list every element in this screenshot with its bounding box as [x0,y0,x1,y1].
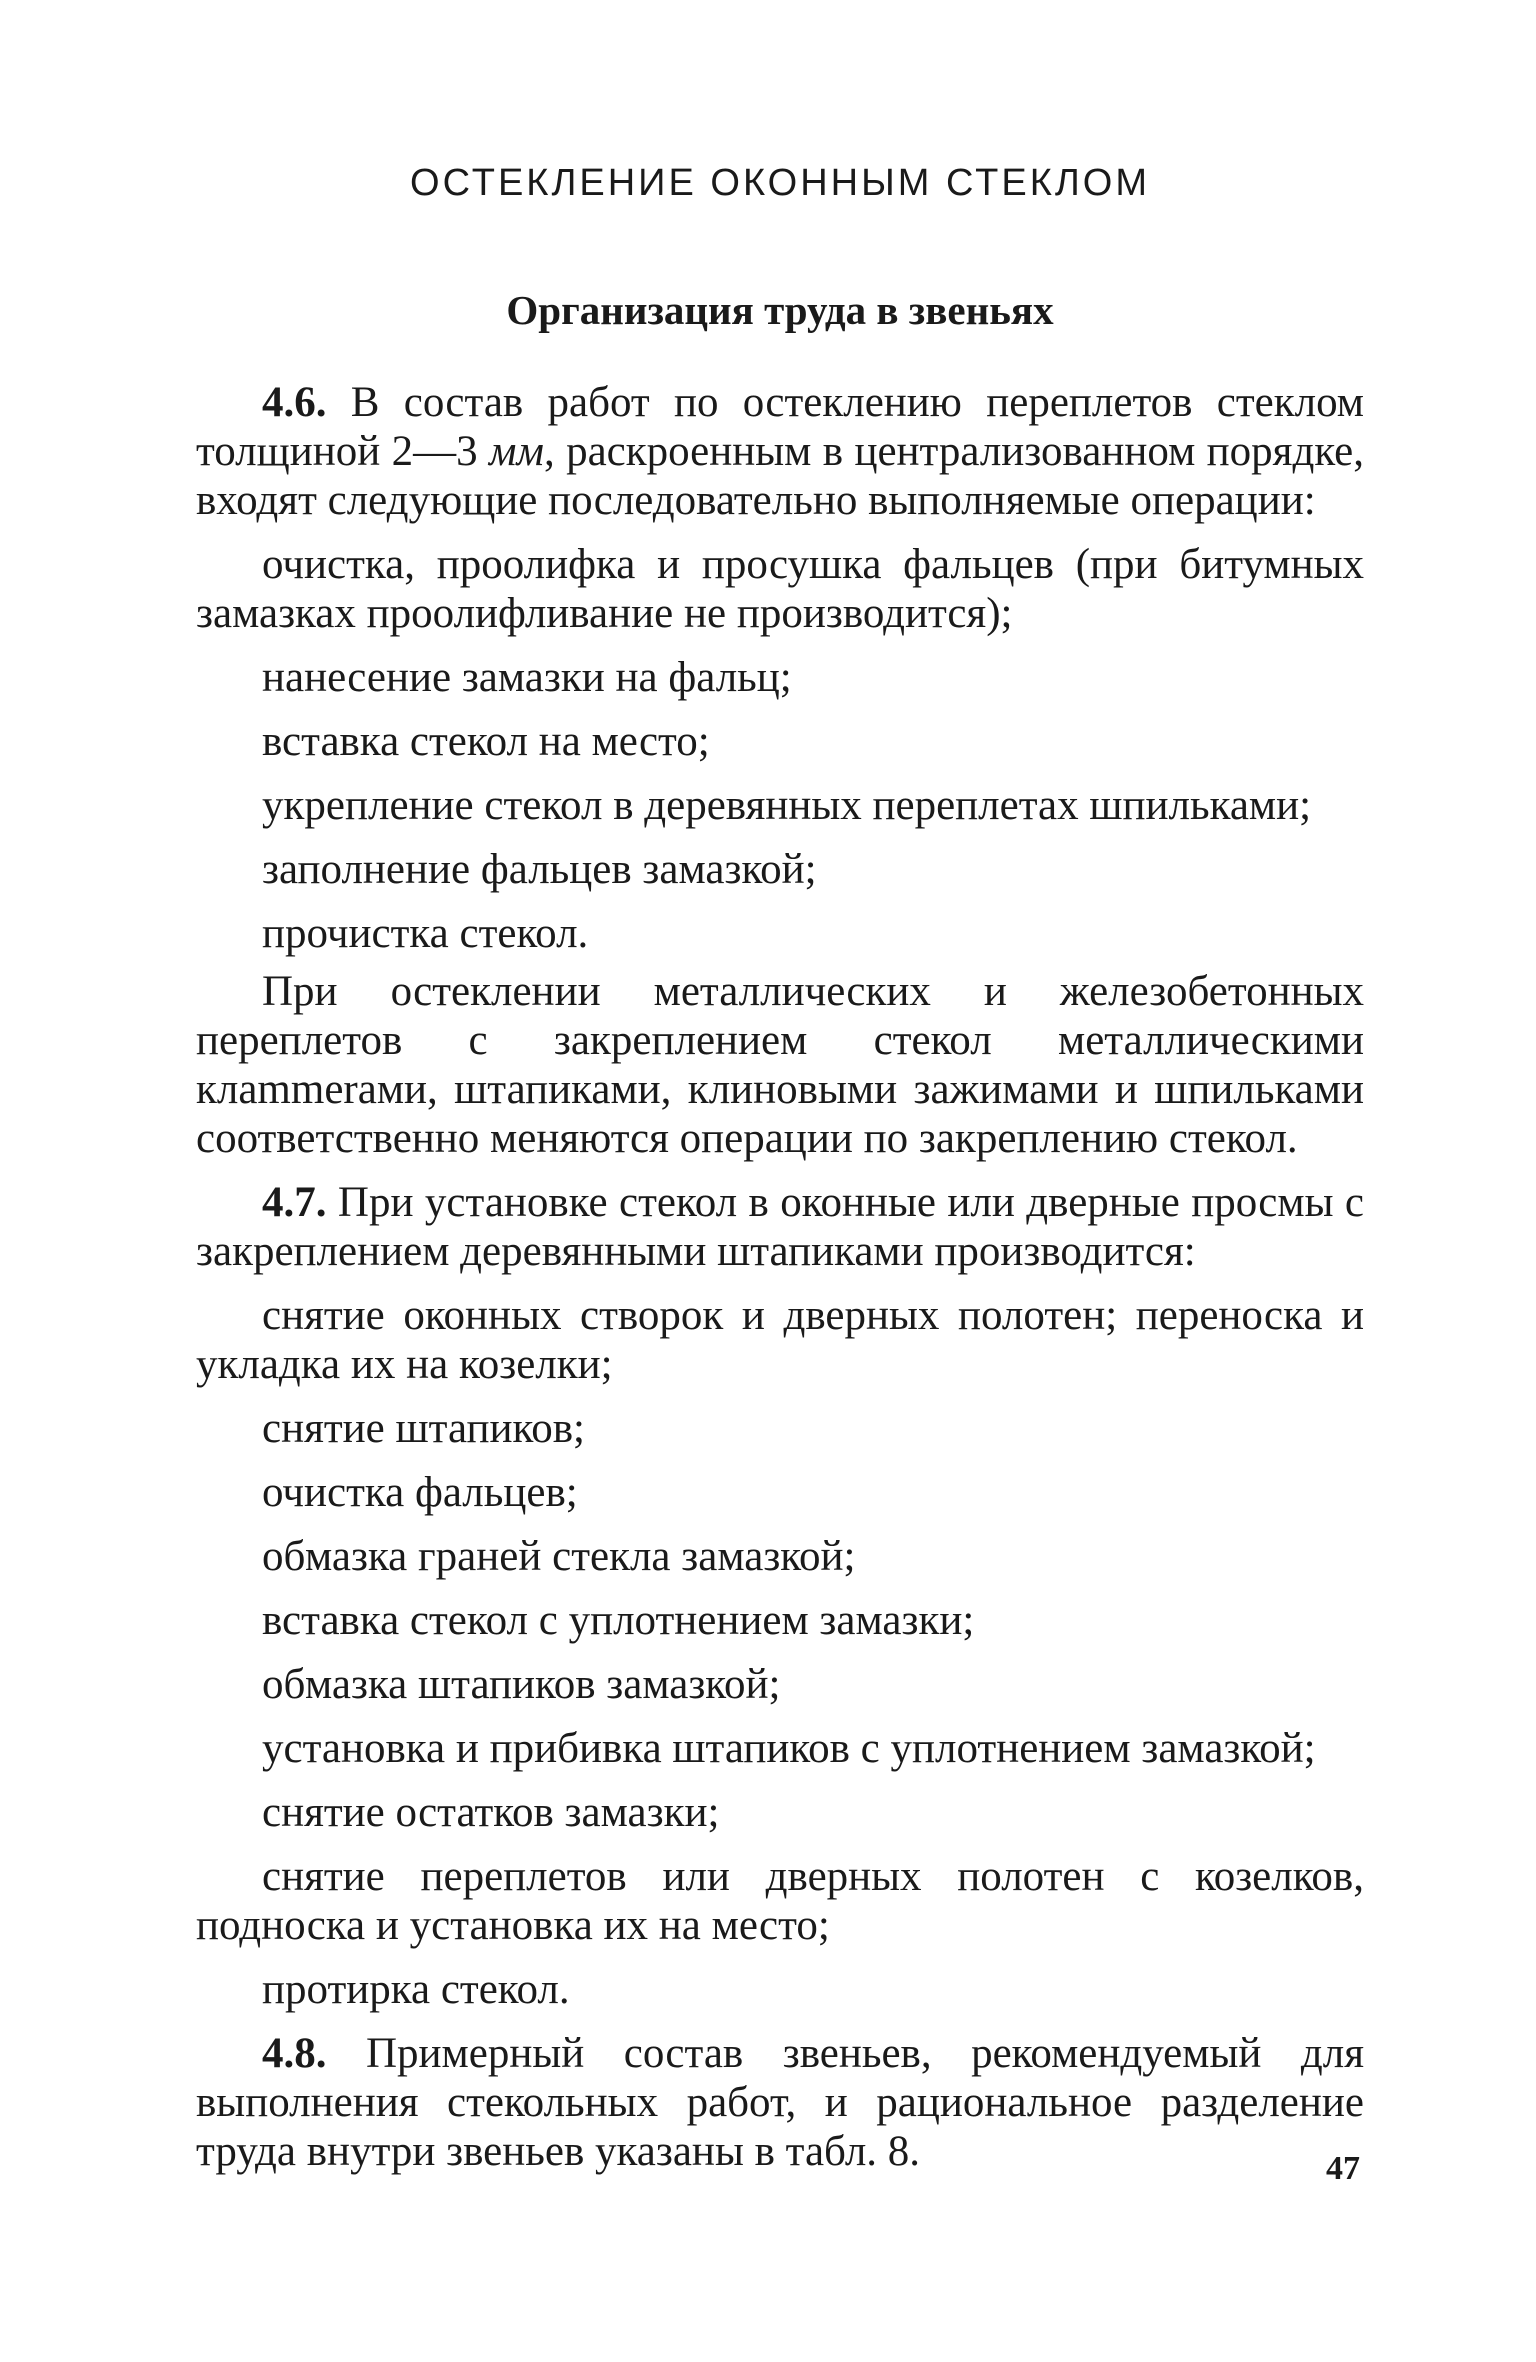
list-item: прочистка стекол. [262,910,589,957]
document-page [196,0,1364,2362]
paragraph-4-6 [196,378,1364,525]
list-item: снятие штапиков; [262,1405,585,1452]
paragraph-4-8 [196,2029,1364,2176]
list-item: очистка фальцев; [262,1469,578,1516]
list-item: установка и прибивка штапиков с уплотнением замазкой; [262,1725,1316,1772]
paragraph-text: Примерный состав звеньев, рекомендуемый для выполнения стекольных работ, и рациональное разделение труда внутри звеньев указаны в табл. 8. [196,2030,1364,2175]
list-item: очистка, проолифка и просушка фальцев (при битумных замазках проолифливание не производится); [196,541,1364,637]
paragraph-text: При установке стекол в оконные или дверные просмы с закреплением деревянными штапиками производится: [196,1179,1364,1275]
clause-number: 4.8. [262,2030,327,2077]
list-item: обмазка граней стекла замазкой; [262,1533,856,1580]
list-item: снятие оконных створок и дверных полотен; переноска и укладка их на козелки; [196,1292,1364,1388]
paragraph-4-7 [196,1178,1364,1276]
unit-mm: мм [489,428,544,475]
paragraph-text: В состав работ по остеклению переплетов стеклом толщиной 2—3 [196,379,1364,475]
page-number: 47 [1326,2150,1360,2187]
list-item: вставка стекол с уплотнением замазки; [262,1597,975,1644]
list-item: нанесение замазки на фальц; [262,654,792,701]
list-item: обмазка штапиков замазкой; [262,1661,781,1708]
list-item: снятие остатков замазки; [262,1789,720,1836]
list-item: вставка стекол на место; [262,718,710,765]
paragraph-text-continued: , раскроенным в централизованном порядке, входят следующие последовательно выполняемые операции: [196,428,1364,524]
list-item: снятие переплетов или дверных полотен с козелков, подноска и установка их на место; [196,1853,1364,1949]
list-item: заполнение фальцев замазкой; [262,846,817,893]
paragraph: При остеклении металлических и железобетонных переплетов с закреплением стекол металлическими клammerами, штапиками, клиновыми зажимами и шпильками соответственно меняются операции по закреплению стекол. [196,968,1364,1162]
body-text [196,378,1364,2191]
subsection-title: Организация труда в звеньях [506,287,1054,333]
list-item: укрепление стекол в деревянных переплетах шпильками; [262,782,1312,829]
clause-number: 4.7. [262,1179,327,1226]
list-item: протирка стекол. [262,1966,570,2013]
section-title: ОСТЕКЛЕНИЕ ОКОННЫМ СТЕКЛОМ [410,162,1150,204]
clause-number: 4.6. [262,379,327,426]
